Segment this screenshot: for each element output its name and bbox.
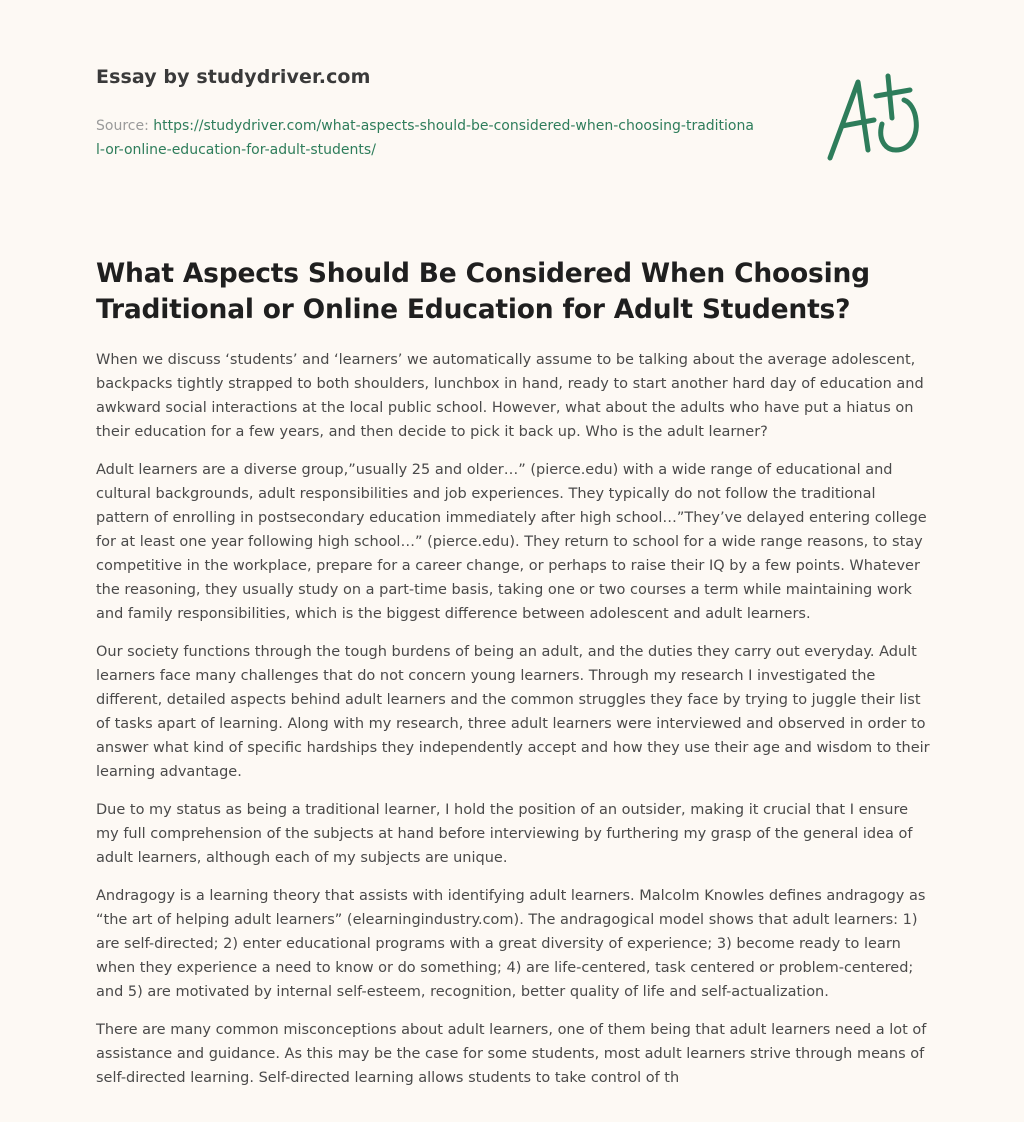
page-header (96, 66, 796, 162)
essay-paragraph: Our society functions through the tough burdens of being an adult, and the duties they carry out everyday. Adult learners face many challenges that do not concern young learners. Through my research I investigated the different, detailed aspects behind adult learners and the common struggles they face by trying to juggle their list of tasks apart of learning. Along with my research, three adult learners were interviewed and observed in order to answer what kind of specific hardships they independently accept and how they use their age and wisdom to their learning advantage. (96, 644, 930, 780)
essay-paragraph: When we discuss ‘students’ and ‘learners’ we automatically assume to be talking about the average adolescent, backpacks tightly strapped to both shoulders, lunchbox in hand, ready to start another hard day of education and awkward social interactions at the local public school. However, what about the adults who have put a hiatus on their education for a few years, and then decide to pick it back up. Who is the adult learner? (96, 352, 924, 440)
essay-paragraph: Due to my status as being a traditional learner, I hold the position of an outsider, making it crucial that I ensure my full comprehension of the subjects at hand before interviewing by furthering my grasp of the general idea of adult learners, although each of my subjects are unique. (96, 802, 913, 866)
source-line (96, 114, 756, 162)
essay-article (96, 256, 932, 1104)
source-label: Source: (96, 118, 154, 134)
essay-title: What Aspects Should Be Considered When Choosing Traditional or Online Education for Adult Students? (96, 258, 870, 325)
essay-paragraph: There are many common misconceptions about adult learners, one of them being that adult learners need a lot of assistance and guidance. As this may be the case for some students, most adult learners strive through means of self-directed learning. Self-directed learning allows students to take control of th (96, 1022, 927, 1086)
essay-paragraph: Andragogy is a learning theory that assists with identifying adult learners. Malcolm Knowles defines andragogy as “the art of helping adult learners” (elearningindustry.com). The andragogical model shows that adult learners: 1) are self-directed; 2) enter educational programs with a great diversity of experience; 3) become ready to learn when they experience a need to know or do something; 4) are life-centered, task centered or problem-centered; and 5) are motivated by internal self-esteem, recognition, better quality of life and self-actualization. (96, 888, 926, 1000)
a-plus-grade-icon (818, 66, 930, 166)
source-link[interactable]: https://studydriver.com/what-aspects-should-be-considered-when-choosing-traditional-or-online-education-for-adult-students/ (96, 118, 754, 158)
essay-paragraph: Adult learners are a diverse group,”usually 25 and older…” (pierce.edu) with a wide range of educational and cultural backgrounds, adult responsibilities and job experiences. They typically do not follow the traditional pattern of enrolling in postsecondary education immediately after high school…”They’ve delayed entering college for at least one year following high school…” (pierce.edu). They return to school for a wide range reasons, to stay competitive in the workplace, prepare for a career change, or perhaps to raise their IQ by a few points. Whatever the reasoning, they usually study on a part-time basis, taking one or two courses a term while maintaining work and family responsibilities, which is the biggest difference between adolescent and adult learners. (96, 462, 927, 622)
essay-body (96, 348, 932, 1090)
site-brand: Essay by studydriver.com (96, 66, 371, 88)
